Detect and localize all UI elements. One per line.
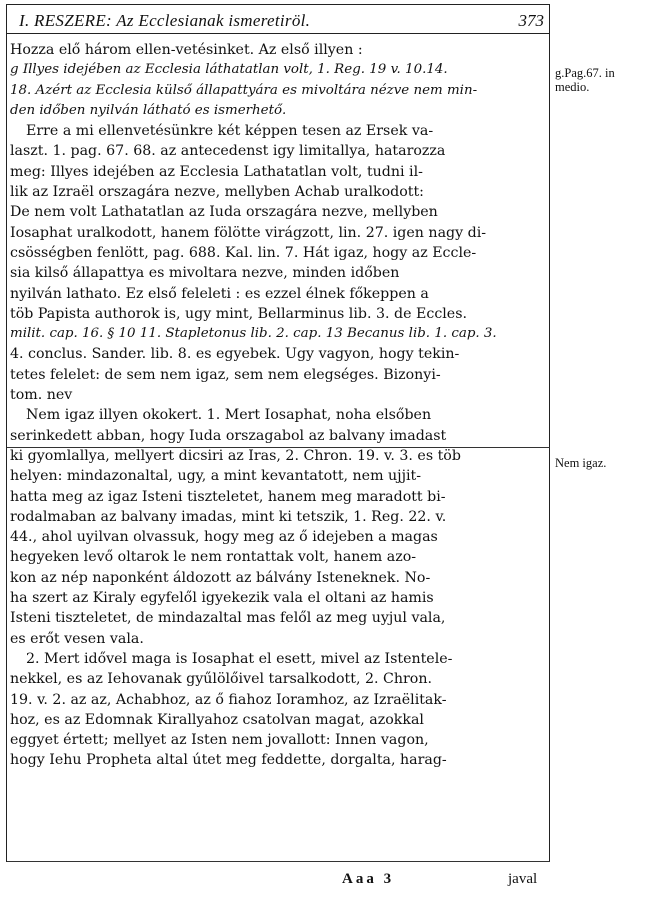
text-line: lik az Izraël orszagára nezve, mellyben Achab uralkodott:	[10, 184, 424, 201]
text-line: meg: Illyes idejében az Ecclesia Lathatatlan volt, tudni il-	[10, 163, 423, 180]
running-head-title: I. RESZERE: Az Ecclesianak ismeretiröl.	[19, 11, 311, 30]
text-line: hegyeken levő oltarok le nem rontattak volt, hanem azo-	[10, 549, 417, 566]
text-line: es erőt vesen vala.	[10, 630, 144, 647]
text-line: serinkedett abban, hogy Iuda orszagabol az balvany imadast	[10, 427, 447, 444]
body-text	[10, 40, 547, 771]
text-line: ki gyomlallya, mellyert dicsiri az Iras, 2. Chron. 19. v. 3. es töb	[10, 447, 461, 464]
running-header	[7, 4, 550, 34]
text-line: laszt. 1. pag. 67. 68. az antecedenst igy limitallya, hatarozza	[10, 143, 446, 160]
text-line: sia kilső állapattya es mivoltara nezve, minden időben	[10, 265, 400, 282]
text-line: tetes felelet: de sem nem igaz, sem nem elegséges. Bizonyi-	[10, 366, 441, 383]
text-line: De nem volt Lathatatlan az Iuda orszagára nezve, mellyben	[10, 204, 438, 221]
text-line: 19. v. 2. az az, Achabhoz, az ő fiahoz Ioramhoz, az Izraëlitak-	[10, 691, 447, 708]
text-line: den időben nyilván látható es ismerhető.	[10, 102, 287, 118]
text-line: Erre a mi ellenvetésünkre két képpen tesen az Ersek va-	[26, 123, 434, 140]
text-line: Nem igaz illyen okokert. 1. Mert Iosaphat, noha elsőben	[26, 407, 432, 424]
text-line: 4. conclus. Sander. lib. 8. es egyebek. Ugy vagyon, hogy tekin-	[10, 346, 460, 363]
text-line: 18. Azért az Ecclesia külső állapattyára es mivoltára nézve nem min-	[10, 82, 478, 98]
text-line: hatta meg az igaz Isteni tiszteletet, hanem meg maradott bi-	[10, 488, 446, 505]
text-line: nekkel, es az Iehovanak gyűlölőivel tarsalkodott, 2. Chron.	[10, 671, 432, 688]
margin-note-reference-cont: medio.	[555, 80, 590, 94]
text-line: töb Papista authorok is, ugy mint, Bellarminus lib. 3. de Eccles.	[10, 305, 467, 322]
text-line: tom. nev	[10, 387, 73, 404]
text-line: 2. Mert idővel maga is Iosaphat el esett, mivel az Istentele-	[26, 650, 453, 667]
text-line: helyen: mindazonaltal, ugy, a mint kevantatott, nem ujjit-	[10, 468, 422, 485]
text-line: 44., ahol uyilvan olvassuk, hogy meg az ő idejeben a magas	[10, 529, 438, 546]
text-line: hoz, es az Edomnak Kirallyahoz csatolvan magat, azokkal	[10, 711, 424, 728]
text-line: ha szert az Kiraly egyfelől igyekezik vala el oltani az hamis	[10, 590, 434, 607]
text-line: nyilván lathato. Ez első feleleti : es ezzel élnek főkeppen a	[10, 285, 429, 302]
page-number: 373	[518, 11, 544, 30]
text-line: Isteni tiszteletet, de mindazaltal mas felől az meg uyjul vala,	[10, 610, 446, 627]
text-line: eggyet értett; mellyet az Isten nem jovallott: Innen vagon,	[10, 732, 429, 749]
bottom-rule	[7, 861, 550, 862]
signature-mark: Aaa 3	[342, 871, 395, 887]
text-line: hogy Iehu Propheta altal útet meg feddette, dorgalta, harag-	[10, 752, 447, 769]
text-line: csösségben fenlött, pag. 688. Kal. lin. 7. Hát igaz, hogy az Eccle-	[10, 244, 477, 261]
catchword: javal	[508, 871, 538, 887]
section-divider	[7, 447, 550, 448]
margin-note-nem-igaz: Nem igaz.	[555, 456, 607, 470]
text-line: Iosaphat uralkodott, hanem fölötte virágzott, lin. 27. igen nagy di-	[10, 224, 487, 241]
text-line: Hozza elő három ellen-vetésinket. Az első illyen :	[10, 42, 363, 58]
margin-note-reference: g.Pag.67. in	[555, 66, 615, 80]
text-line: g Illyes idejében az Ecclesia láthatatlan volt, 1. Reg. 19 v. 10.14.	[10, 62, 448, 78]
text-line: milit. cap. 16. § 10 11. Stapletonus lib. 2. cap. 13 Becanus lib. 1. cap. 3.	[10, 326, 497, 342]
text-line: rodalmaban az balvany imadas, mint ki tetszik, 1. Reg. 22. v.	[10, 508, 447, 525]
text-line: kon az nép naponként áldozott az bálvány Isteneknek. No-	[10, 569, 431, 586]
